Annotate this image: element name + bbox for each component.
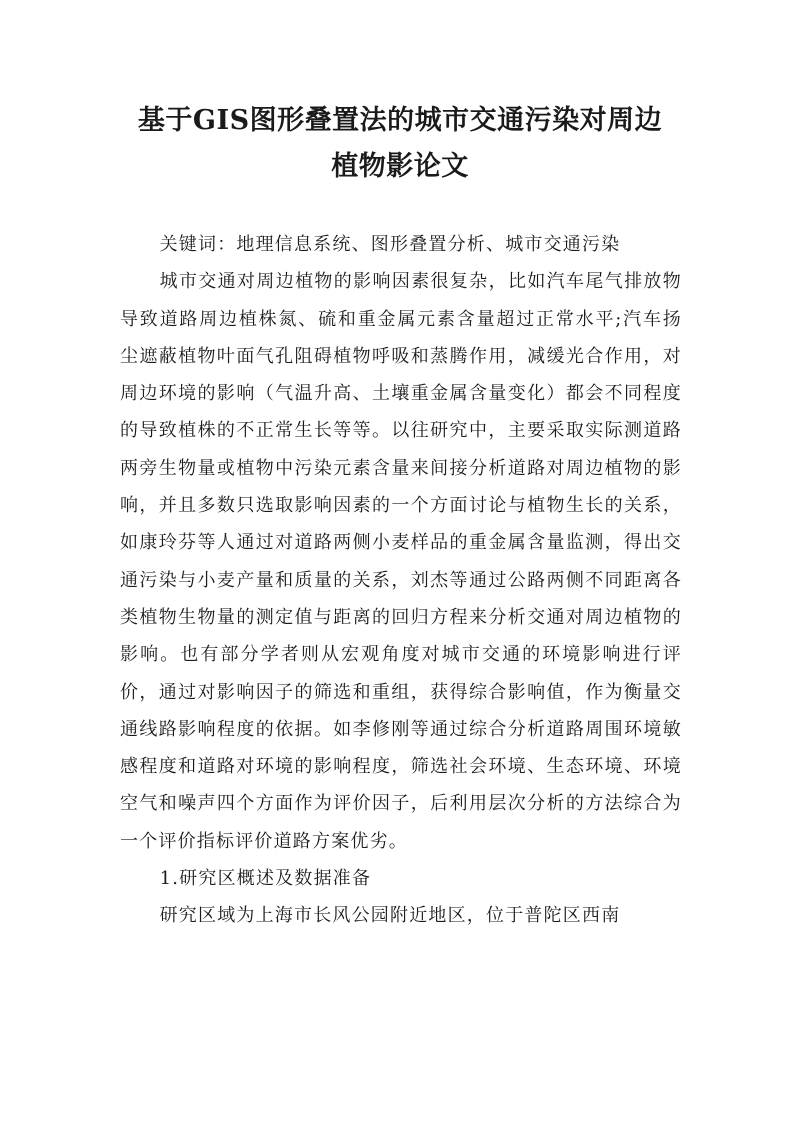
document-title: [100, 98, 700, 190]
keywords-paragraph: 关键词：地理信息系统、图形叠置分析、城市交通污染: [159, 234, 621, 255]
title-line-1: 基于GIS图形叠置法的城市交通污染对周边: [137, 105, 663, 136]
body-paragraph-2: 研究区域为上海市长风公园附近地区，位于普陀区西南: [159, 905, 621, 927]
body-paragraph: 城市交通对周边植物的影响因素很复杂，比如汽车尾气排放物导致道路周边植株氮、硫和重金属元素含量超过正常水平;汽车扬尘遮蔽植物叶面气孔阻碍植物呼吸和蒸腾作用，减缓光合作用，对周边环境的影响（气温升高、土壤重金属含量变化）都会不同程度的导致植株的不正常生长等等。以往研究中，主要采取实际测道路两旁生物量或植物中污染元素含量来间接分析道路对周边植物的影响，并且多数只选取影响因素的一个方面讨论与植物生长的关系，如康玲芬等人通过对道路两侧小麦样品的重金属含量监测，得出交通污染与小麦产量和质量的关系，刘杰等通过公路两侧不同距离各类植物生物量的测定值与距离的回归方程来分析交通对周边植物的影响。也有部分学者则从宏观角度对城市交通的环境影响进行评价，通过对影响因子的筛选和重组，获得综合影响值，作为衡量交通线路影响程度的依据。如李修刚等通过综合分析道路周围环境敏感程度和道路对环境的影响程度，筛选社会环境、生态环境、环境空气和噪声四个方面作为评价因子，后利用层次分析的方法综合为一个评价指标评价道路方案优劣。: [120, 271, 682, 852]
title-line-2: 植物影论文: [331, 151, 469, 182]
section-heading: 1.研究区概述及数据准备: [159, 868, 372, 890]
document-body: [120, 226, 682, 935]
